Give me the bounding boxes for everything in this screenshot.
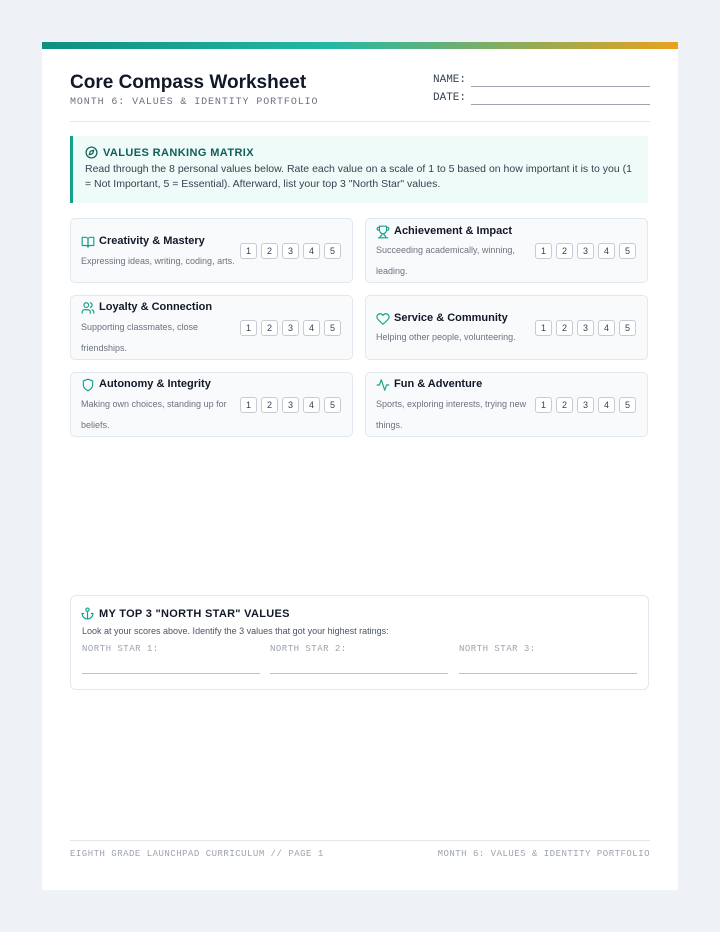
value-card-service [365,295,648,360]
value-card-autonomy [70,372,353,437]
rating-box-5[interactable]: 5 [619,397,636,413]
value-description: Supporting classmates, close friendships. [81,322,199,353]
rating-scale [240,397,341,413]
rating-box-2[interactable]: 2 [556,397,573,413]
north-star-panel [70,595,649,690]
value-description: Expressing ideas, writing, coding, arts. [81,256,235,266]
value-title: Creativity & Mastery [99,235,205,247]
value-card-creativity [70,218,353,283]
rating-box-4[interactable]: 4 [598,320,615,336]
rating-box-5[interactable]: 5 [619,320,636,336]
rating-scale [240,243,341,259]
page-title: Core Compass Worksheet [70,72,307,93]
rating-scale [535,320,636,336]
value-card-fun [365,372,648,437]
date-field[interactable] [433,92,650,108]
users-icon [81,301,95,315]
rating-box-1[interactable]: 1 [240,397,257,413]
rating-scale [535,243,636,259]
rating-box-5[interactable]: 5 [324,243,341,259]
compass-icon [85,146,98,159]
heart-icon [376,312,390,326]
book-icon [81,235,95,249]
rating-box-1[interactable]: 1 [535,320,552,336]
rating-box-3[interactable]: 3 [282,397,299,413]
north-star-title: MY TOP 3 "NORTH STAR" VALUES [99,608,290,620]
rating-box-2[interactable]: 2 [556,243,573,259]
rating-box-5[interactable]: 5 [619,243,636,259]
north-star-slot-1[interactable] [82,644,260,674]
name-field[interactable] [433,74,650,90]
value-card-loyalty [70,295,353,360]
north-star-slot-2[interactable] [270,644,448,674]
value-card-achievement [365,218,648,283]
north-star-label: NORTH STAR 3: [459,644,536,654]
name-label: NAME: [433,74,467,86]
rating-box-1[interactable]: 1 [535,243,552,259]
value-title: Loyalty & Connection [99,301,213,313]
north-star-label: NORTH STAR 2: [270,644,347,654]
footer-right: MONTH 6: VALUES & IDENTITY PORTFOLIO [437,849,650,859]
date-label: DATE: [433,92,467,104]
trophy-icon [376,225,390,239]
answer-line[interactable] [459,673,637,674]
instructions-title: VALUES RANKING MATRIX [103,146,254,159]
rating-box-2[interactable]: 2 [556,320,573,336]
rating-box-4[interactable]: 4 [303,320,320,336]
name-line[interactable] [471,86,650,87]
rating-scale [240,320,341,336]
answer-line[interactable] [82,673,260,674]
footer-left: EIGHTH GRADE LAUNCHPAD CURRICULUM // PAGE 1 [70,849,324,859]
rating-box-2[interactable]: 2 [261,243,278,259]
rating-box-1[interactable]: 1 [240,243,257,259]
instructions-text: Read through the 8 personal values below. Rate each value on a scale of 1 to 5 based on how important it is to you (1 = Not Important, 5 = Essential). Afterward, list your top 3 "North Star" values. [85,163,632,190]
north-star-slot-3[interactable] [459,644,637,674]
header-divider [70,121,650,122]
rating-box-1[interactable]: 1 [535,397,552,413]
rating-box-3[interactable]: 3 [577,397,594,413]
shield-icon [81,378,95,392]
value-description: Sports, exploring interests, trying new things. [376,399,527,430]
answer-line[interactable] [270,673,448,674]
value-description: Helping other people, volunteering. [376,332,516,342]
rating-box-4[interactable]: 4 [598,397,615,413]
rating-box-2[interactable]: 2 [261,320,278,336]
rating-box-3[interactable]: 3 [282,320,299,336]
rating-box-4[interactable]: 4 [598,243,615,259]
rating-box-1[interactable]: 1 [240,320,257,336]
instructions-panel [70,136,648,203]
value-title: Fun & Adventure [394,378,483,390]
value-title: Service & Community [394,312,508,324]
value-description: Succeeding academically, winning, leading. [376,245,515,276]
value-title: Achievement & Impact [394,225,512,237]
rating-box-5[interactable]: 5 [324,320,341,336]
value-title: Autonomy & Integrity [99,378,211,390]
north-star-label: NORTH STAR 1: [82,644,159,654]
activity-icon [376,378,390,392]
rating-box-3[interactable]: 3 [577,243,594,259]
rating-box-3[interactable]: 3 [282,243,299,259]
rating-box-2[interactable]: 2 [261,397,278,413]
rating-scale [535,397,636,413]
rating-box-3[interactable]: 3 [577,320,594,336]
rating-box-4[interactable]: 4 [303,243,320,259]
footer-divider [70,840,650,841]
value-description: Making own choices, standing up for beliefs. [81,399,227,430]
rating-box-5[interactable]: 5 [324,397,341,413]
accent-bar [42,42,678,49]
page-subtitle: MONTH 6: VALUES & IDENTITY PORTFOLIO [70,97,319,108]
date-line[interactable] [471,104,650,105]
rating-box-4[interactable]: 4 [303,397,320,413]
worksheet-page [42,42,678,890]
anchor-icon [81,607,94,620]
north-star-instructions: Look at your scores above. Identify the 3 values that got your highest ratings: [82,626,389,636]
